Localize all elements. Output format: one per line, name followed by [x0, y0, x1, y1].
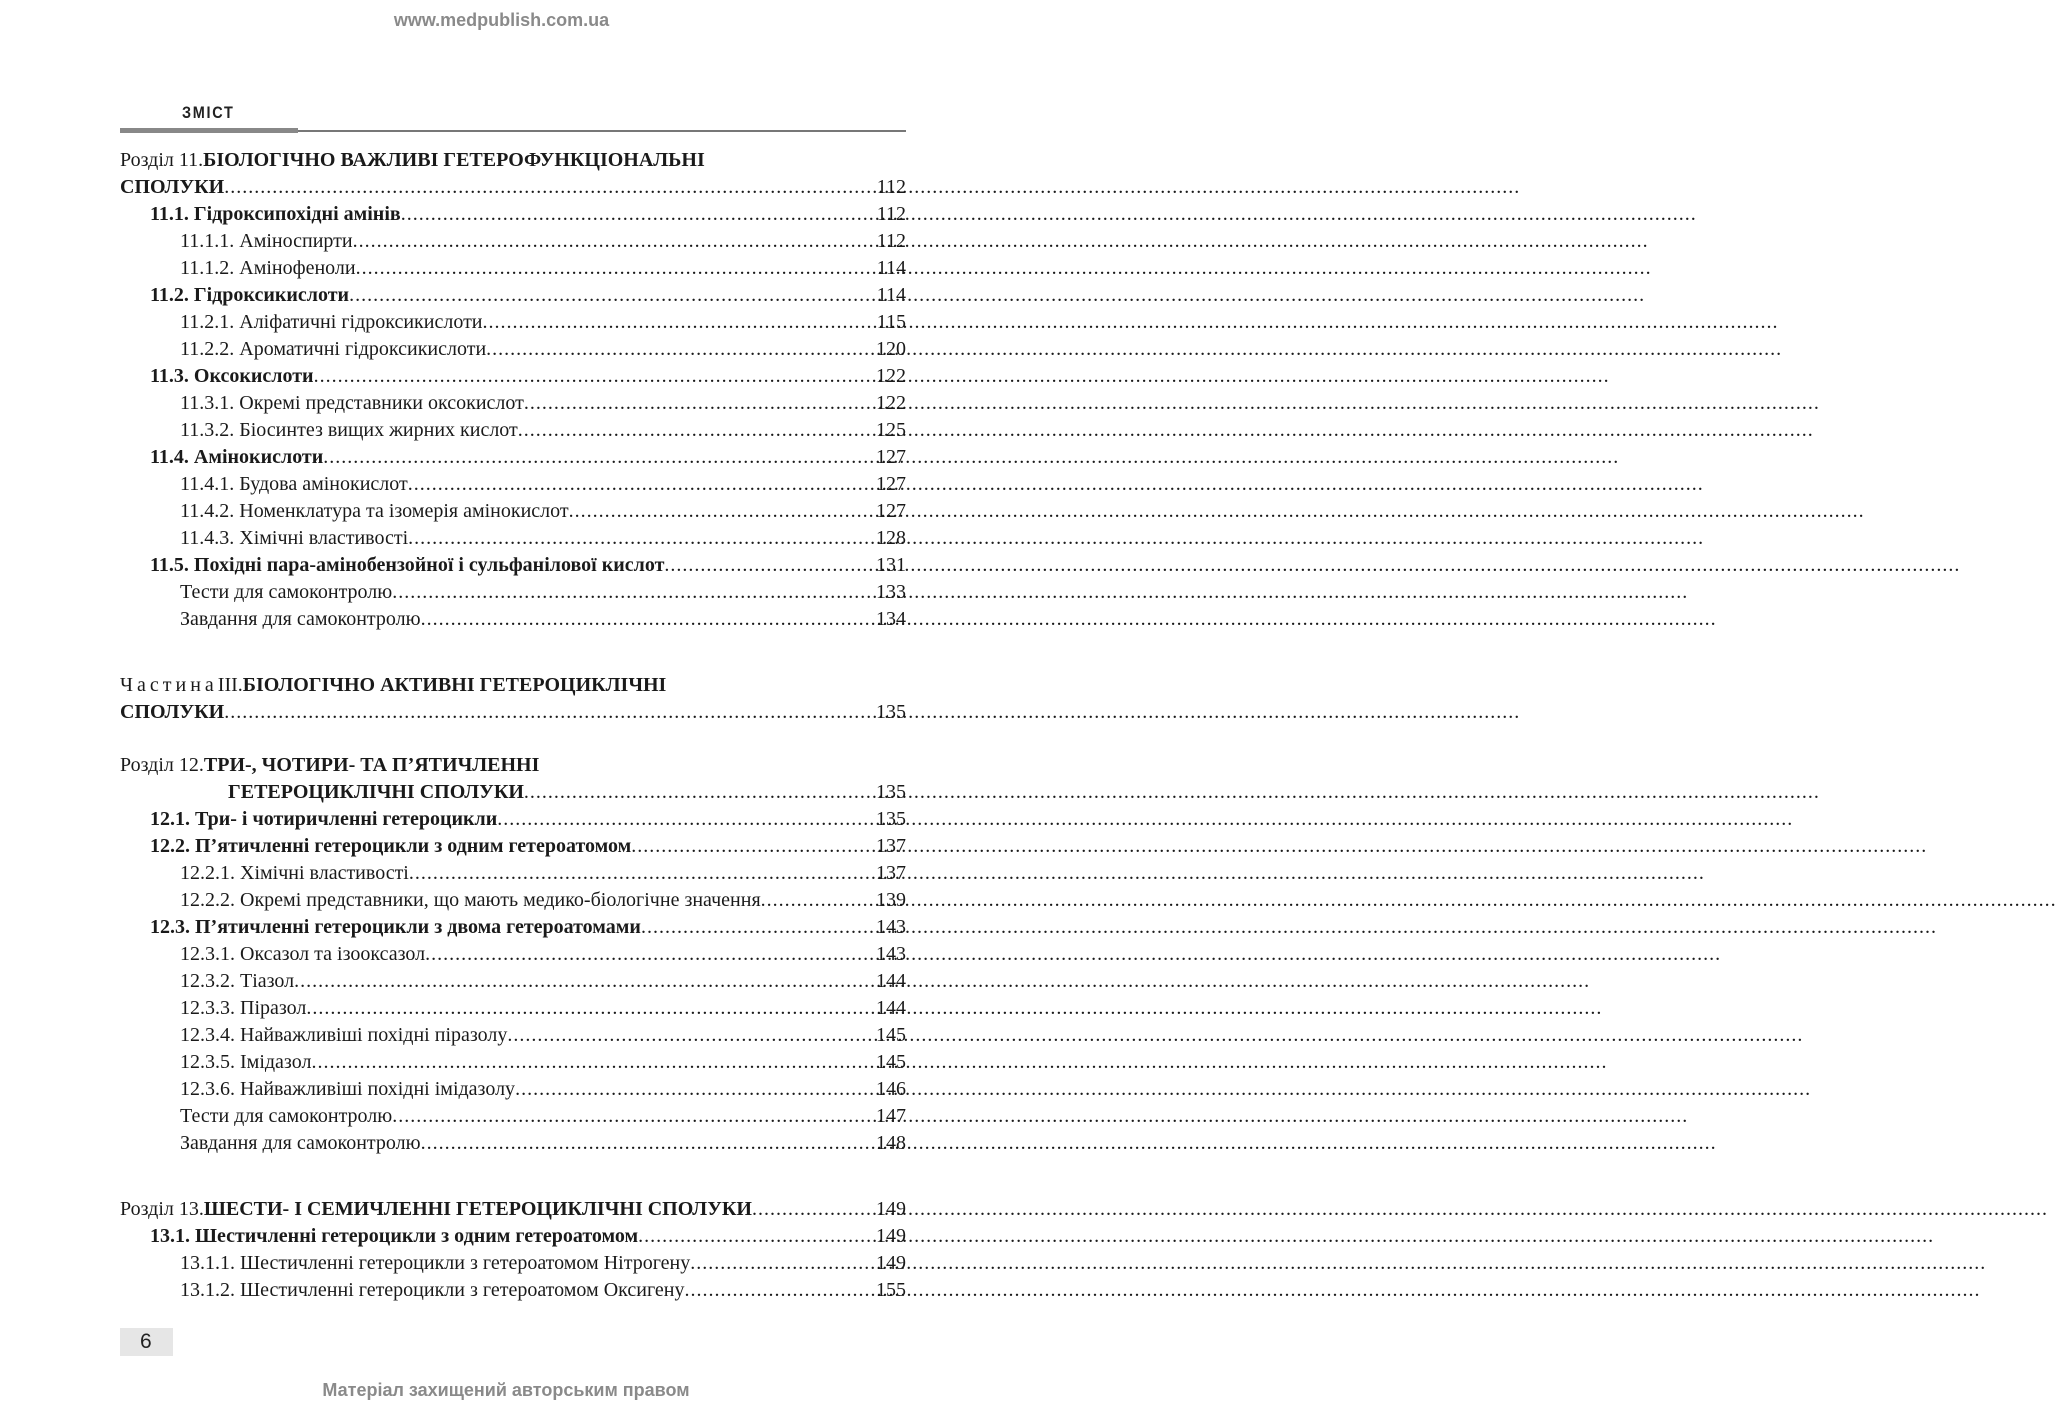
toc-entry[interactable]: [120, 1250, 906, 1277]
dot-leader: [638, 1223, 876, 1250]
toc-entry-title: 11.4.1. Будова амінокислот: [180, 473, 408, 495]
dot-leader: [353, 228, 877, 255]
toc-entry-title: 11.5. Похідні пара-амінобензойної і сульфанілової кислот: [150, 554, 665, 576]
chapter-label: Розділ 11.: [120, 149, 204, 171]
toc-entry[interactable]: [120, 336, 906, 363]
toc-entry-title: 11.4.3. Хімічні властивості: [180, 527, 409, 549]
chapter-title: БІОЛОГІЧНО АКТИВНІ ГЕТЕРОЦИКЛІЧНІ: [242, 674, 667, 696]
dot-leader: [392, 1103, 876, 1130]
chapter-title: БІОЛОГІЧНО ВАЖЛИВІ ГЕТЕРОФУНКЦІОНАЛЬНІ: [203, 149, 705, 171]
dot-leader: [224, 699, 876, 726]
page-ref[interactable]: 115: [876, 311, 906, 333]
dot-leader: [408, 525, 876, 552]
dot-leader: [314, 363, 876, 390]
page-ref[interactable]: 144: [876, 997, 906, 1019]
toc-entry-title: 11.2.2. Ароматичні гідроксикислоти: [180, 338, 487, 360]
page-ref[interactable]: 149: [876, 1225, 906, 1247]
toc-entry-title: 12.3.6. Найважливіші похідні імідазолу: [180, 1078, 516, 1100]
toc-entry[interactable]: [120, 228, 906, 255]
toc-entry[interactable]: [120, 471, 906, 498]
toc-entry-title: 12.2.1. Хімічні властивості: [180, 862, 409, 884]
page-ref[interactable]: 147: [876, 1105, 906, 1127]
dot-leader: [486, 336, 876, 363]
dot-leader: [421, 606, 876, 633]
page-ref[interactable]: 120: [876, 338, 906, 360]
toc-entry-title: Завдання для самоконтролю: [180, 608, 421, 630]
dot-leader: [483, 309, 877, 336]
spacer: [120, 1157, 906, 1196]
page-ref[interactable]: 122: [876, 392, 906, 414]
toc-entry[interactable]: [120, 806, 906, 833]
toc-entry-title: 13.1.2. Шестичленні гетероцикли з гетероатомом Оксигену: [180, 1279, 685, 1301]
table-of-contents: [120, 147, 906, 1304]
page-ref[interactable]: 137: [876, 862, 906, 884]
site-url-watermark: www.medpublish.com.ua: [393, 10, 610, 30]
chapter-title-cont: ГЕТЕРОЦИКЛІЧНІ СПОЛУКИ: [228, 781, 524, 803]
toc-entry-title: 11.3.1. Окремі представники оксокислот: [180, 392, 524, 414]
toc-heading-line[interactable]: [120, 779, 906, 806]
toc-heading-line[interactable]: [120, 147, 906, 174]
page-ref[interactable]: 127: [876, 473, 906, 495]
dot-leader: [569, 498, 876, 525]
dot-leader: [518, 417, 876, 444]
toc-entry[interactable]: [120, 1022, 906, 1049]
part-number: III.: [217, 674, 243, 696]
page-ref[interactable]: 137: [876, 835, 906, 857]
page-ref[interactable]: 143: [876, 916, 906, 938]
page-ref[interactable]: 155: [876, 1279, 906, 1301]
dot-leader: [690, 1250, 876, 1277]
page-ref[interactable]: 114: [876, 257, 906, 279]
toc-entry-title: 12.3. П’ятичленні гетероцикли з двома гетероатомами: [150, 916, 641, 938]
toc-entry[interactable]: [120, 995, 906, 1022]
chapter-title-cont: СПОЛУКИ: [120, 176, 225, 198]
copyright-notice: Матеріал захищений авторським правом: [322, 1380, 690, 1400]
toc-entry[interactable]: [120, 498, 906, 525]
toc-entry[interactable]: [120, 1103, 906, 1130]
toc-entry-title: 12.3.5. Імідазол: [180, 1051, 312, 1073]
page-ref[interactable]: 112: [876, 203, 906, 225]
toc-entry[interactable]: [120, 1049, 906, 1076]
page-ref[interactable]: 144: [876, 970, 906, 992]
toc-entry-title: Тести для самоконтролю: [180, 581, 393, 603]
dot-leader: [392, 579, 876, 606]
toc-entry-title: 13.1. Шестичленні гетероцикли з одним гетероатомом: [150, 1225, 639, 1247]
toc-entry-title: 12.3.2. Тіазол: [180, 970, 295, 992]
toc-entry-title: 12.3.1. Оксазол та ізооксазол: [180, 943, 426, 965]
page-ref[interactable]: 149: [876, 1252, 906, 1274]
toc-entry-title: 11.2. Гідроксикислоти: [150, 284, 350, 306]
chapter-title: ТРИ-, ЧОТИРИ- ТА П’ЯТИЧЛЕННІ: [203, 754, 540, 776]
chapter-title-cont: СПОЛУКИ: [120, 701, 225, 723]
page-ref[interactable]: 134: [876, 608, 906, 630]
toc-entry[interactable]: [120, 1076, 906, 1103]
toc-entry[interactable]: [120, 552, 906, 579]
toc-entry-title: 12.2.2. Окремі представники, що мають медико-біологічне значення: [180, 889, 761, 911]
toc-entry[interactable]: [120, 525, 906, 552]
toc-entry[interactable]: [120, 887, 906, 914]
chapter-title: ШЕСТИ- І СЕМИЧЛЕННІ ГЕТЕРОЦИКЛІЧНІ СПОЛУКИ: [203, 1198, 752, 1220]
page-ref[interactable]: 135: [876, 808, 906, 830]
toc-entry-title: Тести для самоконтролю: [180, 1105, 393, 1127]
page-ref[interactable]: 139: [876, 889, 906, 911]
page-ref[interactable]: 127: [876, 500, 906, 522]
toc-entry-title: 11.1.1. Аміноспирти: [180, 230, 353, 252]
toc-entry-title: 11.2.1. Аліфатичні гідроксикислоти: [180, 311, 483, 333]
toc-heading-line[interactable]: [120, 752, 906, 779]
page-ref[interactable]: 112: [876, 230, 906, 252]
dot-leader: [752, 1196, 876, 1223]
dot-leader: [664, 552, 876, 579]
toc-entry-title: 11.4. Амінокислоти: [150, 446, 324, 468]
page-ref[interactable]: 145: [876, 1024, 906, 1046]
toc-entry[interactable]: [120, 833, 906, 860]
toc-entry[interactable]: [120, 282, 906, 309]
page-ref[interactable]: 131: [876, 554, 906, 576]
dot-leader: [524, 390, 876, 417]
toc-heading-line[interactable]: [120, 1196, 906, 1223]
toc-entry[interactable]: [120, 255, 906, 282]
toc-entry-title: 12.3.4. Найважливіші похідні піразолу: [180, 1024, 508, 1046]
dot-leader: [425, 941, 876, 968]
toc-entry[interactable]: [120, 579, 906, 606]
toc-entry-title: 11.4.2. Номенклатура та ізомерія амінокислот: [180, 500, 569, 522]
page-ref[interactable]: 112: [876, 176, 906, 198]
dot-leader: [761, 887, 876, 914]
toc-entry[interactable]: [120, 941, 906, 968]
spacer: [120, 633, 906, 672]
toc-entry[interactable]: [120, 417, 906, 444]
toc-entry[interactable]: [120, 1277, 906, 1304]
toc-entry[interactable]: [120, 606, 906, 633]
toc-entry[interactable]: [120, 201, 906, 228]
toc-entry-title: 11.3. Оксокислоти: [150, 365, 314, 387]
chapter-label: Розділ 13.: [120, 1198, 204, 1220]
dot-leader: [306, 995, 876, 1022]
dot-leader: [507, 1022, 876, 1049]
toc-entry-title: 11.3.2. Біосинтез вищих жирних кислот: [180, 419, 518, 441]
toc-heading-line[interactable]: [120, 699, 906, 726]
toc-entry[interactable]: [120, 914, 906, 941]
page-ref[interactable]: 146: [876, 1078, 906, 1100]
page-ref[interactable]: 135: [876, 701, 906, 723]
toc-entry-title: 12.2. П’ятичленні гетероцикли з одним гетероатомом: [150, 835, 632, 857]
dot-leader: [421, 1130, 876, 1157]
toc-entry-title: 13.1.1. Шестичленні гетероцикли з гетероатомом Нітрогену: [180, 1252, 691, 1274]
page-ref[interactable]: 114: [876, 284, 906, 306]
toc-entry-title: Завдання для самоконтролю: [180, 1132, 421, 1154]
page-ref[interactable]: 133: [876, 581, 906, 603]
dot-leader: [631, 833, 876, 860]
page-ref[interactable]: 122: [876, 365, 906, 387]
dot-leader: [349, 282, 877, 309]
running-header: ЗМІСТ: [182, 103, 235, 122]
toc-entry-title: 11.1. Гідроксипохідні амінів: [150, 203, 401, 225]
dot-leader: [401, 201, 877, 228]
dot-leader: [323, 444, 876, 471]
dot-leader: [684, 1277, 876, 1304]
dot-leader: [497, 806, 876, 833]
toc-entry-title: 12.1. Три- і чотиричленні гетероцикли: [150, 808, 498, 830]
page-ref[interactable]: 145: [876, 1051, 906, 1073]
dot-leader: [408, 471, 876, 498]
page-ref[interactable]: 135: [876, 781, 906, 803]
part-label: Частина: [120, 674, 218, 696]
dot-leader: [515, 1076, 876, 1103]
toc-entry[interactable]: [120, 1223, 906, 1250]
page-ref[interactable]: 127: [876, 446, 906, 468]
dot-leader: [524, 779, 876, 806]
dot-leader: [224, 174, 877, 201]
toc-entry[interactable]: [120, 444, 906, 471]
page-ref[interactable]: 149: [876, 1198, 906, 1220]
chapter-label: Розділ 12.: [120, 754, 204, 776]
page-ref[interactable]: 128: [876, 527, 906, 549]
dot-leader: [311, 1049, 876, 1076]
toc-entry[interactable]: [120, 363, 906, 390]
dot-leader: [294, 968, 876, 995]
toc-entry[interactable]: [120, 968, 906, 995]
header-rule-accent: [120, 128, 298, 133]
toc-entry-title: 12.3.3. Піразол: [180, 997, 307, 1019]
toc-entry[interactable]: [120, 860, 906, 887]
page-ref[interactable]: 143: [876, 943, 906, 965]
dot-leader: [409, 860, 876, 887]
toc-entry[interactable]: [120, 390, 906, 417]
page-ref[interactable]: 125: [876, 419, 906, 441]
toc-heading-line[interactable]: [120, 672, 906, 699]
page-ref[interactable]: 148: [876, 1132, 906, 1154]
toc-heading-line[interactable]: [120, 174, 906, 201]
toc-entry[interactable]: [120, 1130, 906, 1157]
toc-entry[interactable]: [120, 309, 906, 336]
dot-leader: [641, 914, 876, 941]
spacer: [120, 726, 906, 752]
dot-leader: [356, 255, 877, 282]
toc-entry-title: 11.1.2. Амінофеноли: [180, 257, 356, 279]
page-number: 6: [120, 1328, 173, 1356]
